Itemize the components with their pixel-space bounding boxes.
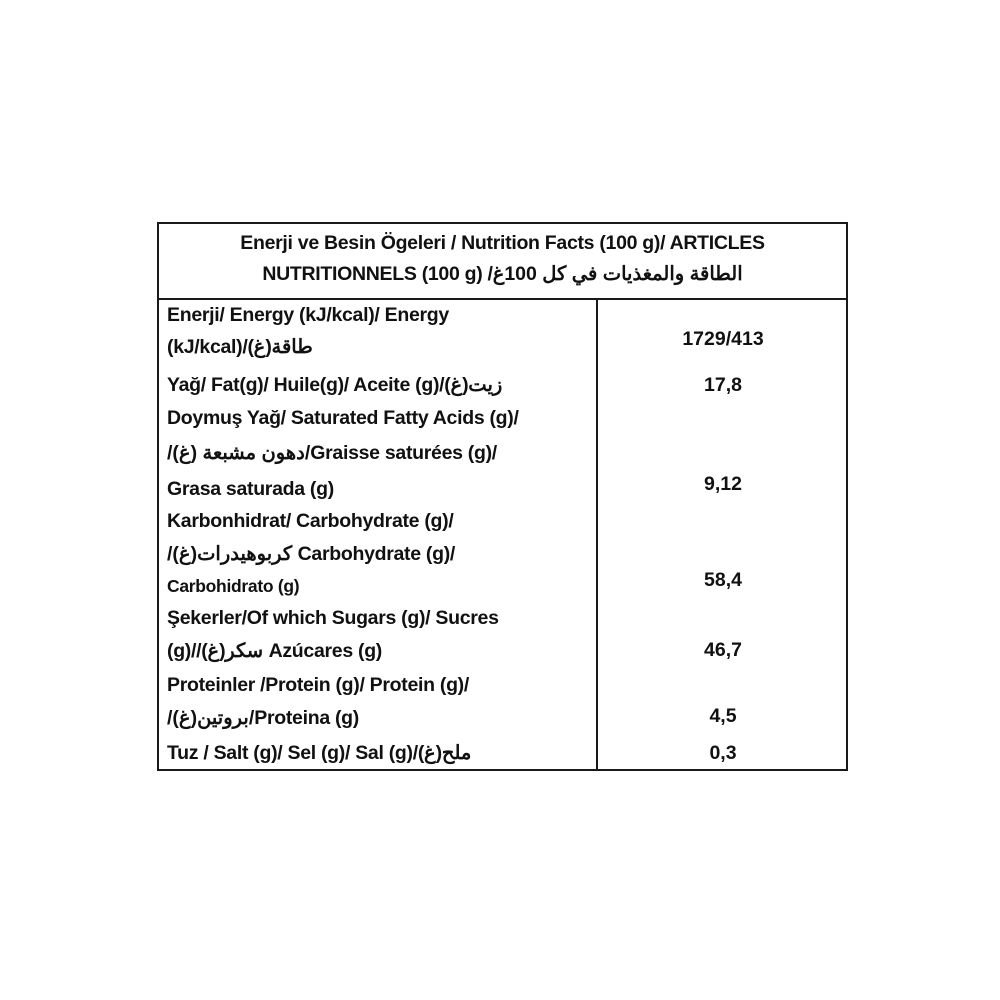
label-protein-line-1: Proteinler /Protein (g)/ Protein (g)/ [167, 674, 469, 696]
label-saturated-line-1: Doymuş Yağ/ Saturated Fatty Acids (g)/ [167, 407, 519, 429]
label-sugars-line-2: (g)//(غ)سكر Azúcares (g) [167, 640, 383, 662]
table-header [159, 224, 846, 300]
label-energy-line-2: (kJ/kcal)/(غ)طاقة [167, 336, 313, 358]
label-energy-line-1: Enerji/ Energy (kJ/kcal)/ Energy [167, 304, 449, 326]
value-protein: 4,5 [709, 705, 737, 727]
value-sugars: 46,7 [704, 639, 742, 661]
value-salt: 0,3 [709, 742, 737, 764]
label-sugars-line-1: Şekerler/Of which Sugars (g)/ Sucres [167, 607, 499, 629]
value-saturated: 9,12 [704, 473, 742, 495]
value-carb: 58,4 [704, 569, 742, 591]
label-salt: Tuz / Salt (g)/ Sel (g)/ Sal (g)/(غ)ملح [167, 742, 472, 764]
label-saturated-line-2: /(غ) دهون مشبعة/Graisse saturées (g)/ [167, 442, 497, 464]
label-carb-line-2: /(غ)كربوهيدرات Carbohydrate (g)/ [167, 543, 456, 565]
label-fat: Yağ/ Fat(g)/ Huile(g)/ Aceite (g)/(غ)زيت [167, 374, 503, 396]
nutrition-table [157, 222, 848, 771]
header-line-1: Enerji ve Besin Ögeleri / Nutrition Facts (100 g)/ ARTICLES [240, 232, 765, 254]
value-energy: 1729/413 [682, 328, 764, 350]
label-carb-line-3: Carbohidrato (g) [167, 576, 300, 596]
label-protein-line-2: /(غ)بروتين/Proteina (g) [167, 707, 359, 729]
label-saturated-line-3: Grasa saturada (g) [167, 478, 334, 500]
label-carb-line-1: Karbonhidrat/ Carbohydrate (g)/ [167, 510, 454, 532]
header-line-2: NUTRITIONNELS (100 g) /الطاقة والمغذيات في كل 100غ [262, 263, 743, 285]
column-divider [596, 298, 598, 769]
value-fat: 17,8 [704, 374, 742, 396]
